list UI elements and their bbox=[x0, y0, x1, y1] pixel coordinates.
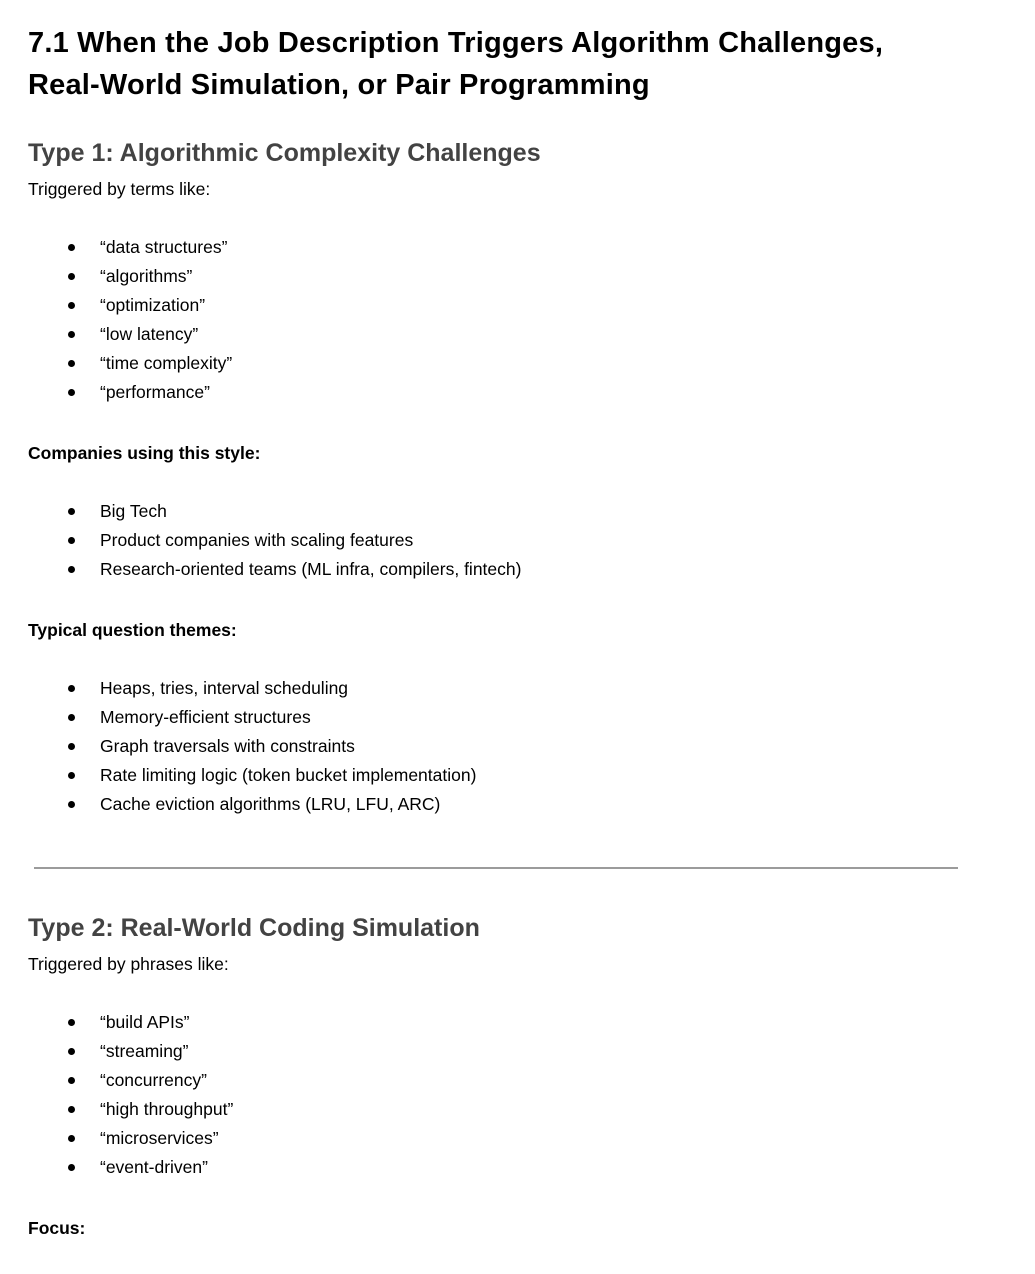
list-item: “algorithms” bbox=[100, 262, 960, 291]
type1-terms-list bbox=[28, 233, 960, 407]
list-item: “performance” bbox=[100, 378, 960, 407]
list-item: “concurrency” bbox=[100, 1066, 960, 1095]
focus-label: Focus: bbox=[28, 1217, 86, 1238]
list-item: “data structures” bbox=[100, 233, 960, 262]
list-item: “low latency” bbox=[100, 320, 960, 349]
list-item: Research-oriented teams (ML infra, compilers, fintech) bbox=[100, 555, 960, 584]
list-item: “streaming” bbox=[100, 1037, 960, 1066]
section-type1 bbox=[28, 136, 960, 819]
list-item: “high throughput” bbox=[100, 1095, 960, 1124]
section-divider bbox=[34, 867, 958, 869]
type1-heading: Type 1: Algorithmic Complexity Challenges bbox=[28, 139, 541, 167]
companies-label: Companies using this style: bbox=[28, 443, 261, 463]
list-item: “time complexity” bbox=[100, 349, 960, 378]
list-item: “microservices” bbox=[100, 1124, 960, 1153]
list-item: Graph traversals with constraints bbox=[100, 732, 960, 761]
list-item: Rate limiting logic (token bucket implementation) bbox=[100, 761, 960, 790]
type2-heading: Type 2: Real-World Coding Simulation bbox=[28, 913, 480, 942]
list-item: “event-driven” bbox=[100, 1153, 960, 1182]
type2-phrases-list bbox=[28, 1008, 960, 1182]
list-item: Heaps, tries, interval scheduling bbox=[100, 674, 960, 703]
list-item: Big Tech bbox=[100, 497, 960, 526]
type2-intro: Triggered by phrases like: bbox=[28, 953, 229, 974]
companies-list bbox=[28, 497, 960, 584]
list-item: Product companies with scaling features bbox=[100, 526, 960, 555]
section-type2 bbox=[28, 911, 960, 1239]
page-title: 7.1 When the Job Description Triggers Algorithm Challenges, Real-World Simulation, or Pair Programming bbox=[28, 27, 884, 101]
list-item: Cache eviction algorithms (LRU, LFU, ARC) bbox=[100, 790, 960, 819]
list-item: “optimization” bbox=[100, 291, 960, 320]
themes-list bbox=[28, 674, 960, 819]
themes-label: Typical question themes: bbox=[28, 620, 237, 640]
list-item: Memory-efficient structures bbox=[100, 703, 960, 732]
list-item: “build APIs” bbox=[100, 1008, 960, 1037]
type1-intro: Triggered by terms like: bbox=[28, 179, 211, 199]
